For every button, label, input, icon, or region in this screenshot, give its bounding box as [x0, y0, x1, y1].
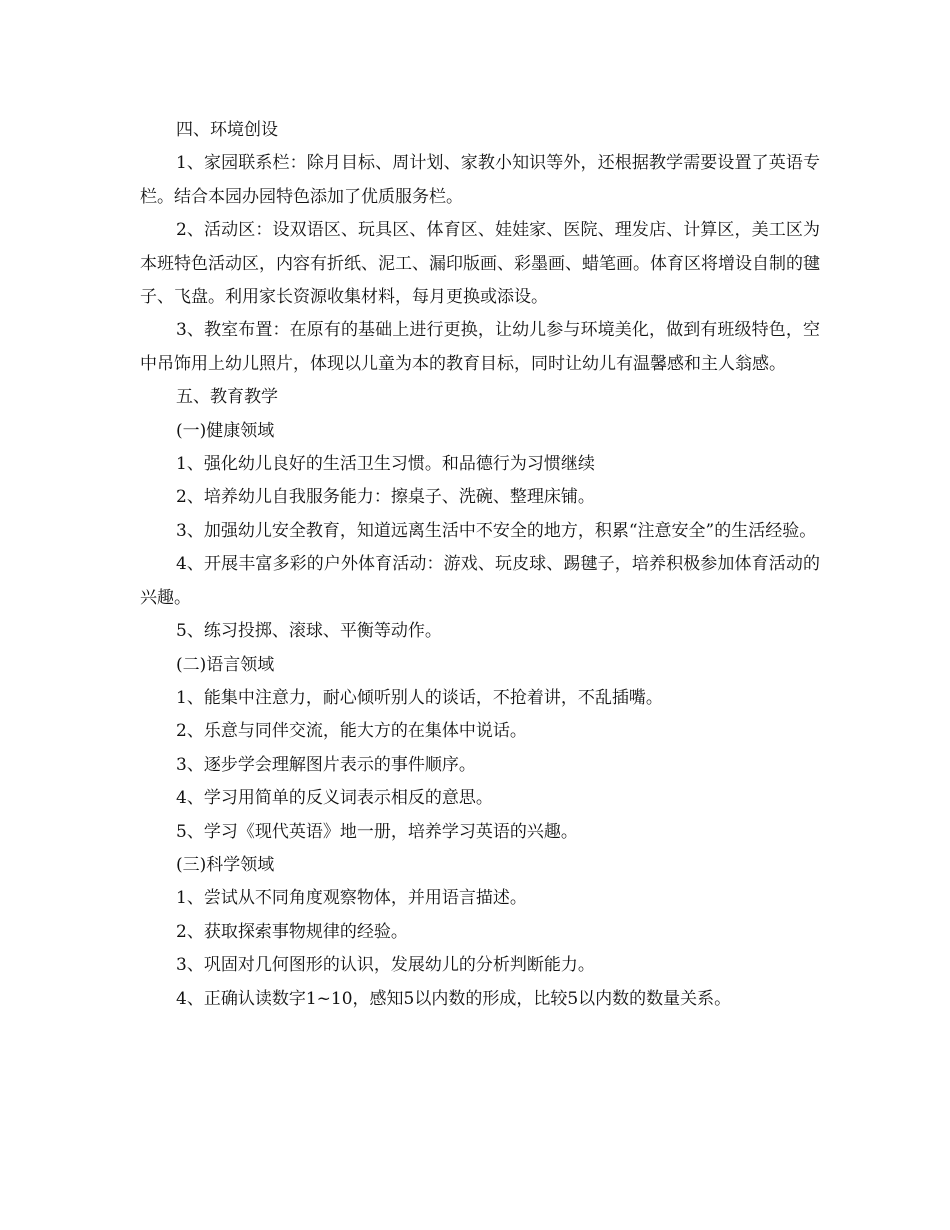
list-item-language-4: 4、学习用简单的反义词表示相反的意思。	[176, 788, 493, 809]
section-heading-education: 五、教育教学	[176, 387, 278, 408]
list-item-health-4: 4、开展丰富多彩的户外体育活动：游戏、玩皮球、踢毽子，培养积极参加体育活动的兴趣。	[140, 554, 820, 608]
list-item-language-3: 3、逐步学会理解图片表示的事件顺序。	[176, 754, 476, 775]
list-item-science-3: 3、巩固对几何图形的认识，发展幼儿的分析判断能力。	[176, 955, 595, 976]
list-item-science-1: 1、尝试从不同角度观察物体，并用语言描述。	[176, 888, 527, 909]
subheading-health: (一)健康领域	[176, 420, 275, 441]
list-item-science-4: 4、正确认读数字1~10，感知5以内数的形成，比较5以内数的数量关系。	[176, 988, 732, 1009]
list-item-language-1: 1、能集中注意力，耐心倾听别人的谈话，不抢着讲，不乱插嘴。	[176, 687, 663, 708]
list-item-language-5: 5、学习《现代英语》地一册，培养学习英语的兴趣。	[176, 821, 578, 842]
document-body	[140, 114, 820, 1016]
list-item-health-5: 5、练习投掷、滚球、平衡等动作。	[176, 621, 442, 642]
subheading-science: (三)科学领域	[176, 854, 275, 875]
paragraph-activity-areas: 2、活动区：设双语区、玩具区、体育区、娃娃家、医院、理发店、计算区，美工区为本班特色活动区，内容有折纸、泥工、漏印版画、彩墨画、蜡笔画。体育区将增设自制的毽子、飞盘。利用家长资源收集材料，每月更换或添设。	[140, 220, 820, 308]
section-heading-environment: 四、环境创设	[176, 120, 278, 140]
subheading-language: (二)语言领域	[176, 654, 275, 675]
list-item-health-2: 2、培养幼儿自我服务能力：擦桌子、洗碗、整理床铺。	[176, 487, 595, 508]
list-item-health-1: 1、强化幼儿良好的生活卫生习惯。和品德行为习惯继续	[176, 454, 595, 475]
paragraph-classroom-layout: 3、教室布置：在原有的基础上进行更换，让幼儿参与环境美化，做到有班级特色，空中吊饰用上幼儿照片，体现以儿童为本的教育目标，同时让幼儿有温馨感和主人翁感。	[140, 320, 820, 374]
paragraph-home-school-board: 1、家园联系栏：除月目标、周计划、家教小知识等外，还根据教学需要设置了英语专栏。结合本园办园特色添加了优质服务栏。	[140, 153, 820, 207]
list-item-language-2: 2、乐意与同伴交流，能大方的在集体中说话。	[176, 721, 527, 742]
list-item-science-2: 2、获取探索事物规律的经验。	[176, 921, 408, 942]
list-item-health-3: 3、加强幼儿安全教育，知道远离生活中不安全的地方，积累“注意安全”的生活经验。	[176, 520, 817, 541]
